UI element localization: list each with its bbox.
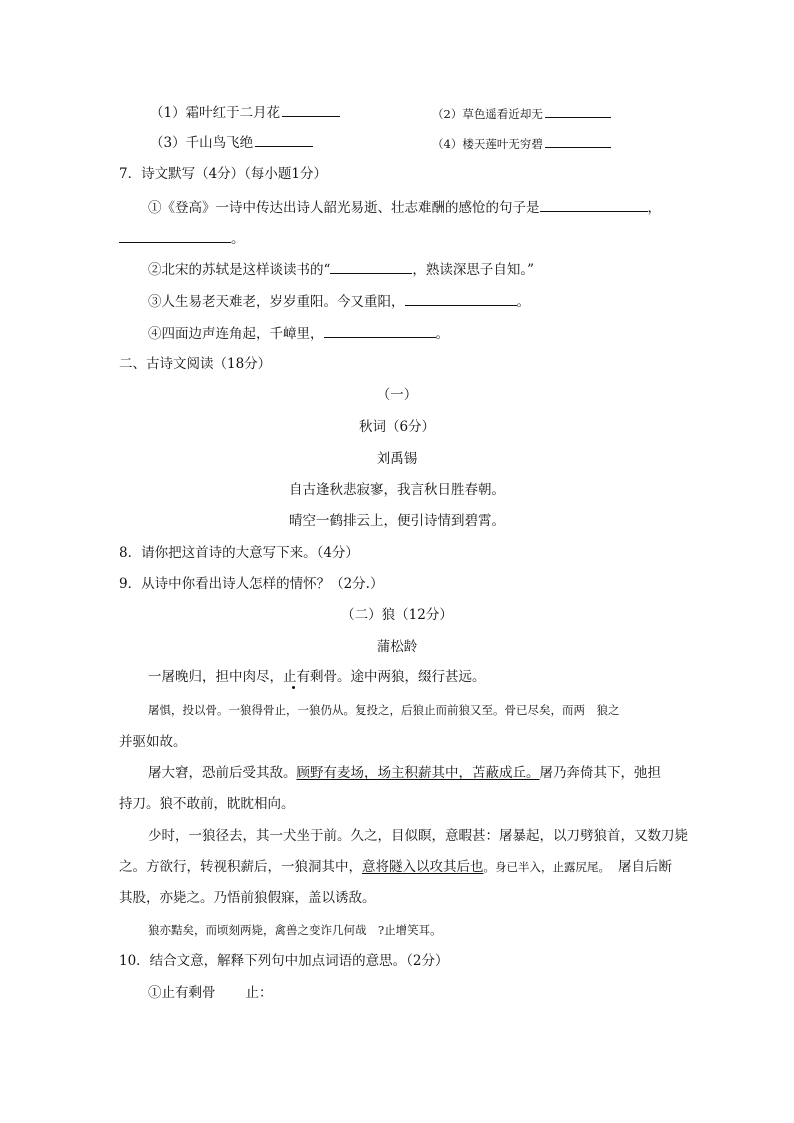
part-1-label: （一）	[376, 387, 418, 403]
q6-item-1: （1）霜叶红于二月花	[150, 103, 340, 122]
q7-line-1: ①《登高》一诗中传达出诗人韶光易逝、壮志难酬的感怆的句子是 ，	[148, 200, 661, 216]
answer-blank	[405, 292, 517, 306]
answer-blank	[330, 260, 412, 274]
passage-paragraph-1: 一屠晚归，担中肉尽，止有剩骨。途中两狼，缀行甚远。	[148, 669, 486, 685]
passage-paragraph-3: 屠大窘，恐前后受其敌。顾野有麦场，场主积薪其中，苫蔽成丘。屠乃奔倚其下，弛担	[148, 765, 661, 781]
poem-line-2: 晴空一鹤排云上，便引诗情到碧霄。	[289, 513, 505, 529]
answer-blank	[324, 324, 436, 338]
passage-paragraph-4: 少时，一狼径去，其一犬坐于前。久之，目似瞑，意暇甚：屠暴起，以刀劈狼首，又数刀毙	[148, 828, 688, 844]
question-10-heading: 10．结合文意，解释下列句中加点词语的意思。（2分）	[119, 953, 449, 969]
poem-title: 秋词（6分）	[358, 419, 436, 435]
answer-blank	[540, 198, 648, 212]
passage-paragraph-3-cont: 持刀。狼不敢前，眈眈相向。	[119, 796, 295, 812]
passage-paragraph-4-cont-2: 其股，亦毙之。乃悟前狼假寐，盖以诱敌。	[119, 890, 376, 906]
question-9: 9．从诗中你看出诗人怎样的情怀？（2分.）	[119, 576, 384, 592]
answer-blank	[282, 103, 340, 117]
q6-item-3: （3）千山鸟飞绝	[150, 133, 313, 152]
emphasis-dot	[287, 672, 300, 685]
q6-item-2: （2）草色遥看近却无	[432, 104, 611, 123]
underlined-sentence: 顾野有麦场，场主积薪其中，苫蔽成丘。	[296, 765, 540, 781]
passage-paragraph-5: 狼亦黠矣，而顷刻两毙，禽兽之变诈几何哉 ?止增笑耳。	[148, 923, 442, 937]
passage-author: 蒲松龄	[376, 639, 418, 655]
q7-line-3: ③人生易老天难老，岁岁重阳。今又重阳， 。	[148, 294, 530, 310]
question-10-item-1: ①止有剩骨 止：	[148, 985, 273, 1001]
q7-line-4: ④四面边声连角起，千嶂里， 。	[148, 326, 449, 342]
poem-author: 刘禹锡	[376, 451, 418, 467]
passage-paragraph-2: 屠惧，投以骨。一狼得骨止，一狼仍从。复投之，后狼止而前狼又至。骨已尽矣，而两 狼之	[148, 703, 620, 717]
q7-heading: 7．诗文默写（4分）（每小题1分）	[119, 166, 328, 182]
passage-paragraph-4-cont: 之。方欲行，转视积薪后，一狼洞其中，意将隧入以攻其后也。身已半入，止露尻尾。	[119, 859, 610, 875]
q6-item-4: （4）楼天莲叶无穷碧	[432, 134, 611, 153]
passage-paragraph-4-end: 屠自后断	[618, 859, 672, 875]
question-8: 8．请你把这首诗的大意写下来。（4分）	[119, 545, 359, 561]
answer-blank	[545, 104, 611, 118]
poem-line-1: 自古逢秋悲寂寥，我言秋日胜春朝。	[289, 482, 505, 498]
q7-line-2: ②北宋的苏轼是这样谈读书的“ ，熟读深思子自知。”	[148, 262, 535, 278]
answer-blank	[255, 133, 313, 147]
q7-line-1-cont: 。	[119, 229, 245, 248]
passage-paragraph-2-cont: 并驱如故。	[119, 734, 187, 750]
section-2-heading: 二、古诗文阅读（18分）	[119, 356, 272, 372]
part-2-title: （二）狼（12分）	[341, 607, 453, 623]
underlined-sentence: 意将隧入以攻其后也	[362, 859, 484, 875]
answer-blank	[545, 134, 611, 148]
answer-blank	[119, 229, 231, 243]
